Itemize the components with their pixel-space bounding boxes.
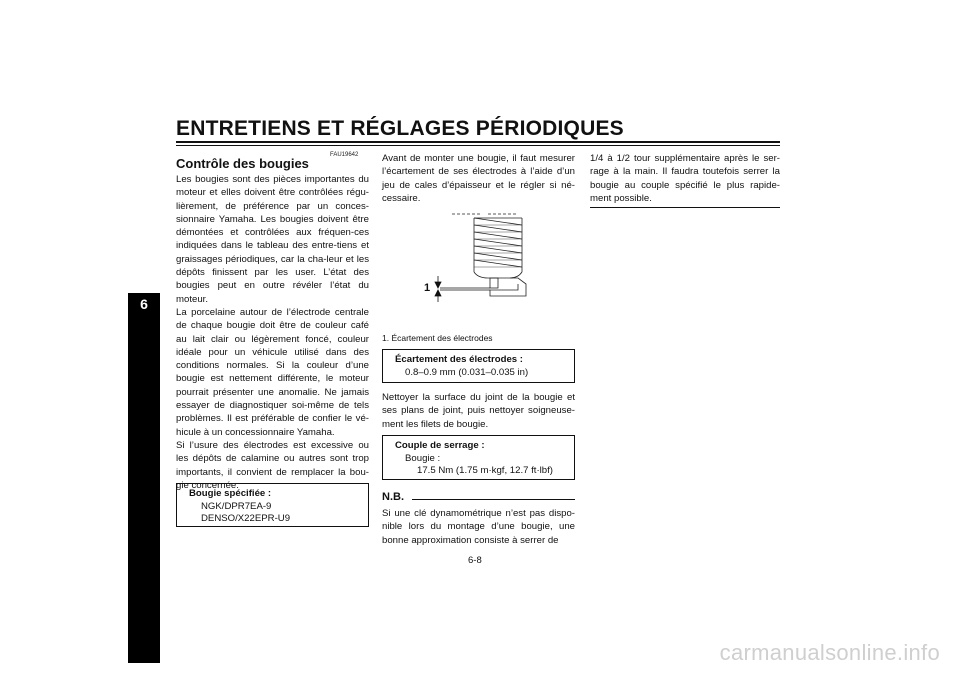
figure-caption: 1. Écartement des électrodes [382, 333, 493, 343]
section-title: Contrôle des bougies [176, 156, 309, 171]
column-3 [590, 152, 780, 205]
header-rule-thin [176, 145, 780, 146]
page-number: 6-8 [468, 555, 482, 566]
page-title: ENTRETIENS ET RÉGLAGES PÉRIODIQUES [176, 117, 624, 140]
spec-box-label: Bougie spécifiée : [189, 488, 272, 499]
reference-code: FAU19642 [330, 152, 359, 158]
column-2 [382, 152, 575, 205]
gap-dimension [435, 276, 490, 302]
column-1 [176, 173, 369, 492]
paragraph: Avant de monter une bougie, il faut mesurer l’écartement de ses électrodes à l’aide d’un jeu de cales d’épaisseur et le régler si né-cessaire. [382, 153, 575, 204]
chapter-tab [128, 293, 160, 663]
paragraph: Si l’usure des électrodes est excessive ou les dépôts de calamine ou autres sont trop importants, il convient de remplacer la bou-gie concernée. [176, 439, 369, 491]
torque-box-label: Couple de serrage : [395, 440, 485, 451]
paragraph: 1/4 à 1/2 tour supplémentaire après le ser-rage à la main. Il faudra toutefois serrer la bougie au couple spécifié le plus rapide-ment possible. [590, 153, 780, 204]
header-rule [176, 141, 780, 143]
torque-box-item: Bougie : [405, 452, 441, 464]
gap-box [382, 349, 575, 383]
note-title: N.B. [382, 491, 404, 503]
note-text: Si une clé dynamométrique n’est pas dispo-nible lors du montage d’une bougie, une bonne approximation consiste à serrer de [382, 508, 575, 546]
spark-plug-figure [418, 210, 538, 302]
note-end-rule [590, 207, 780, 208]
spec-box-line: DENSO/X22EPR-U9 [201, 513, 291, 524]
torque-box-value: 17.5 Nm (1.75 m·kgf, 12.7 ft·lbf) [417, 465, 553, 476]
chapter-tab-number: 6 [140, 296, 148, 312]
paragraph: Nettoyer la surface du joint de la bougie et ses plans de joint, puis nettoyer soigneuse-ment les filets de bougie. [382, 392, 575, 430]
paragraph: La porcelaine autour de l’électrode centrale de chaque bougie doit être de couleur café au lait clair ou légèrement foncé, couleur idéale pour un véhicule utilisé dans des conditions normales. Si la couleur d’une bougie est nettement différente, le moteur pourrait présenter une anomalie. Ne jamais essayer de diagnostiquer soi-même de tels problèmes. Il est préférable de confier le vé-hicule à un concessionnaire Yamaha. [176, 306, 369, 438]
watermark: carmanualsonline.info [719, 640, 940, 665]
torque-box [382, 435, 575, 480]
spark-plug-body [452, 214, 526, 296]
figure-callout: 1 [424, 282, 431, 294]
paragraph-block [382, 391, 575, 431]
note-block [382, 507, 575, 547]
note-rule [412, 499, 575, 500]
spec-box [176, 483, 369, 527]
gap-box-label: Écartement des électrodes : [395, 354, 523, 365]
gap-box-value: 0.8–0.9 mm (0.031–0.035 in) [405, 366, 529, 378]
paragraph: Les bougies sont des pièces importantes du moteur et elles doivent être contrôlées régu-lièrement, de préférence par un conces-sionnaire Yamaha. Les bougies doivent être démontées et contrôlées aux fréquen-ces indiquées dans le tableau des entre-tiens et graissages périodiques, car la cha-leur et les dépôts finissent par les user. L’état des bougies peut en outre révéler l’état du moteur. [176, 174, 369, 305]
spec-box-line: NGK/DPR7EA-9 [201, 500, 272, 512]
